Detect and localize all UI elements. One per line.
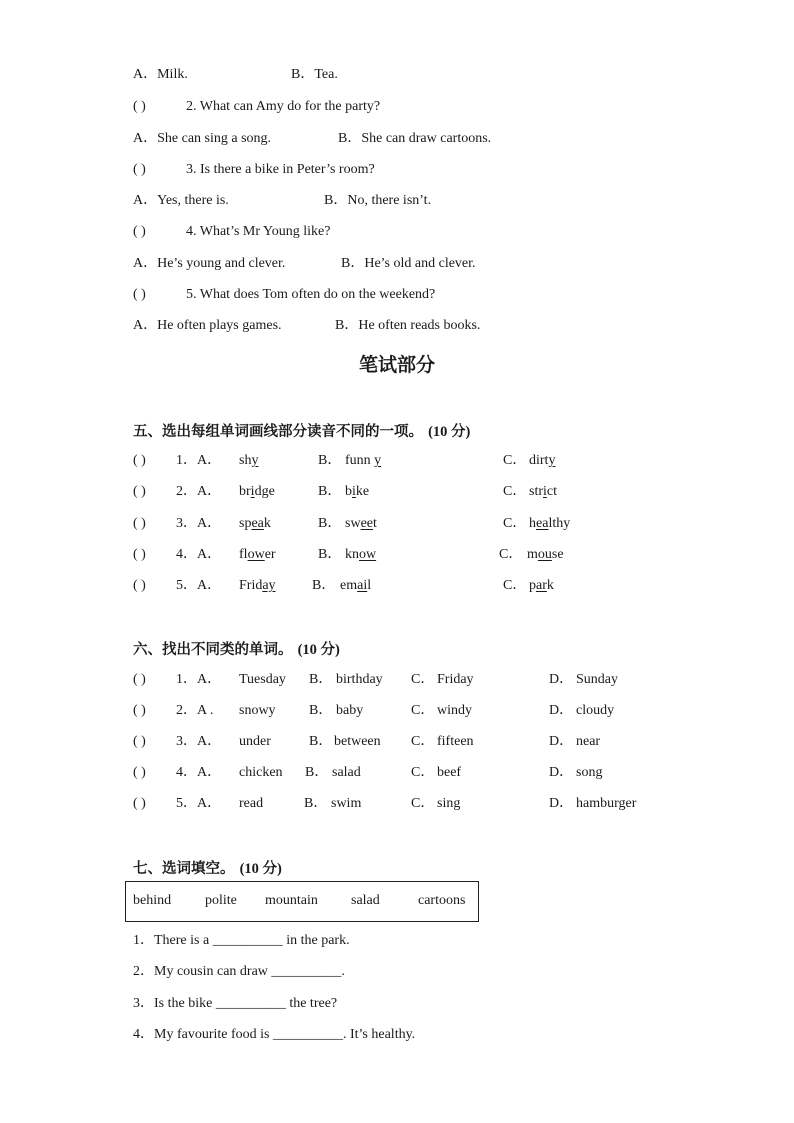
answer-paren: ( ) (133, 703, 146, 718)
answer-paren: ( ) (133, 796, 146, 811)
word-part: m (527, 547, 538, 562)
option-a: A．Milk. (133, 67, 188, 82)
option-word: windy (437, 703, 472, 718)
underlined-letters: i (352, 484, 356, 499)
option-label: D． (549, 734, 574, 749)
option-word: Tuesday (239, 672, 286, 687)
underlined-letters: y (548, 453, 556, 468)
option-word: Friday (437, 672, 474, 687)
option-word (340, 575, 371, 597)
section-points: (10 分) (428, 424, 471, 440)
option-b: B．Tea. (291, 67, 338, 82)
word-part: ct (546, 484, 557, 499)
option-word (239, 481, 275, 503)
option-word: hamburger (576, 796, 637, 811)
option-label: C． (503, 578, 527, 593)
option-word: Sunday (576, 672, 618, 687)
option-label: C． (411, 672, 435, 687)
word-part: dge (254, 484, 275, 499)
option-label: C． (411, 703, 435, 718)
option-label: C． (503, 453, 527, 468)
word-part: p (529, 578, 536, 593)
answer-blank[interactable]: __________ (212, 933, 283, 948)
word-part: lthy (548, 516, 571, 531)
sentence (133, 993, 337, 1015)
answer-paren: ( ) (133, 99, 146, 114)
sentence-text: in the park. (282, 933, 350, 948)
option-word: beef (437, 765, 462, 780)
underlined-letters: ee (360, 516, 373, 531)
option-label: D． (549, 703, 574, 718)
question-text: 2. What can Amy do for the party? (186, 99, 381, 114)
answer-paren: ( ) (133, 287, 146, 302)
word-part: ke (355, 484, 370, 499)
answer-paren: ( ) (133, 734, 146, 749)
underlined-letters: y (374, 453, 382, 468)
option-word (529, 481, 557, 503)
underlined-letters: ou (537, 547, 552, 562)
answer-paren: ( ) (133, 765, 146, 780)
option-word: between (334, 734, 381, 749)
item-number: 2． (133, 964, 154, 979)
option-label: C． (499, 547, 523, 562)
word-part: kn (345, 547, 359, 562)
section-title: 七、选词填空。 (133, 861, 235, 877)
word-part: se (551, 547, 564, 562)
sentence (133, 1024, 415, 1046)
word-part: em (340, 578, 358, 593)
option-b: B．She can draw cartoons. (338, 131, 492, 146)
sentence-text: My favourite food is (154, 1027, 273, 1042)
word-part: h (529, 516, 536, 531)
answer-paren: ( ) (133, 484, 146, 499)
word-part: dirt (529, 453, 549, 468)
word-bank-word: polite (205, 893, 237, 908)
option-a: A．She can sing a song. (133, 131, 272, 146)
option-b: B．He’s old and clever. (341, 256, 476, 271)
option-word (527, 544, 564, 566)
option-b: B．He often reads books. (335, 318, 481, 333)
word-bank-word: mountain (265, 893, 318, 908)
option-label: B． (309, 703, 333, 718)
question-text: 3. Is there a bike in Peter’s room? (186, 162, 375, 177)
option-word: salad (332, 765, 361, 780)
word-bank-word: salad (351, 893, 380, 908)
option-word (239, 513, 271, 535)
option-word (345, 513, 377, 535)
item-number: 4． (133, 1027, 154, 1042)
item-number: 5．A． (176, 578, 222, 593)
option-label: B． (318, 484, 342, 499)
option-word: cloudy (576, 703, 615, 718)
option-word: under (239, 734, 271, 749)
question-text: 4. What’s Mr Young like? (186, 224, 331, 239)
item-number: 3．A． (176, 734, 222, 749)
word-part: k (263, 516, 271, 531)
option-label: C． (411, 765, 435, 780)
option-label: C． (411, 796, 435, 811)
option-word: read (239, 796, 264, 811)
sentence-text: the tree? (285, 996, 338, 1011)
answer-paren: ( ) (133, 578, 146, 593)
item-number: 2．A . (176, 703, 214, 718)
underlined-letters: i (543, 484, 547, 499)
word-bank-word: behind (133, 893, 172, 908)
option-word: sing (437, 796, 461, 811)
item-number: 5．A． (176, 796, 222, 811)
option-label: C． (503, 484, 527, 499)
word-part: sh (239, 453, 252, 468)
sentence-text: My cousin can draw (154, 964, 272, 979)
sentence-text: There is a (154, 933, 213, 948)
option-label: D． (549, 765, 574, 780)
section-6-heading (133, 638, 340, 659)
item-number: 4．A． (176, 765, 222, 780)
sentence-text: Is the bike (154, 996, 216, 1011)
word-part: fl (239, 547, 248, 562)
underlined-letters: ay (262, 578, 276, 593)
option-word (529, 450, 555, 472)
option-a: A．He’s young and clever. (133, 256, 286, 271)
item-number: 1．A． (176, 672, 222, 687)
option-label: D． (549, 796, 574, 811)
item-number: 1． (133, 933, 154, 948)
option-word: chicken (239, 765, 283, 780)
word-bank-word: cartoons (418, 893, 466, 908)
option-label: B． (305, 765, 329, 780)
section-title: 六、找出不同类的单词。 (133, 642, 293, 658)
option-word: snowy (239, 703, 276, 718)
question-text: 5. What does Tom often do on the weekend? (186, 287, 436, 302)
underlined-letters: ea (251, 516, 264, 531)
sentence (133, 961, 345, 983)
sentence-text: . (341, 964, 345, 979)
option-label: B． (318, 547, 342, 562)
sentence (133, 930, 350, 952)
option-word: baby (336, 703, 364, 718)
answer-blank[interactable]: __________ (215, 996, 286, 1011)
option-word (345, 544, 376, 566)
underlined-letters: ai (357, 578, 368, 593)
option-b: B．No, there isn’t. (324, 193, 432, 208)
section-title: 五、选出每组单词画线部分读音不同的一项。 (133, 424, 423, 440)
answer-paren: ( ) (133, 453, 146, 468)
underlined-letters: ea (536, 516, 549, 531)
option-word (239, 575, 276, 597)
option-label: B． (309, 672, 333, 687)
word-part: sw (345, 516, 361, 531)
option-label: B． (309, 734, 333, 749)
section-points: (10 分) (297, 642, 340, 658)
item-number: 2．A． (176, 484, 222, 499)
answer-paren: ( ) (133, 516, 146, 531)
option-word: near (576, 734, 601, 749)
word-part: str (529, 484, 543, 499)
item-number: 3．A． (176, 516, 222, 531)
word-part: br (239, 484, 251, 499)
word-part: funn (345, 453, 375, 468)
option-label: B． (312, 578, 336, 593)
option-a: A．He often plays games. (133, 318, 282, 333)
answer-paren: ( ) (133, 224, 146, 239)
answer-paren: ( ) (133, 162, 146, 177)
word-part: k (546, 578, 554, 593)
item-number: 4．A． (176, 547, 222, 562)
item-number: 3． (133, 996, 154, 1011)
option-word (239, 544, 276, 566)
section-5-heading (133, 420, 470, 441)
option-word (529, 513, 570, 535)
answer-blank[interactable]: __________ (271, 964, 342, 979)
option-word: swim (331, 796, 362, 811)
answer-blank[interactable]: __________ (272, 1027, 343, 1042)
option-label: B． (318, 453, 342, 468)
word-part: Frid (239, 578, 263, 593)
option-word (239, 450, 258, 472)
word-part: b (345, 484, 352, 499)
section-7-heading (133, 857, 282, 878)
option-label: C． (411, 734, 435, 749)
word-part: er (264, 547, 276, 562)
option-label: D． (549, 672, 574, 687)
underlined-letters: ar (536, 578, 547, 593)
answer-paren: ( ) (133, 547, 146, 562)
word-part: sp (239, 516, 252, 531)
item-number: 1．A． (176, 453, 222, 468)
word-bank (125, 881, 479, 922)
section-points: (10 分) (239, 861, 282, 877)
option-word: song (576, 765, 603, 780)
underlined-letters: ow (247, 547, 265, 562)
option-word: fifteen (437, 734, 474, 749)
option-word: birthday (336, 672, 383, 687)
option-label: B． (318, 516, 342, 531)
option-a: A．Yes, there is. (133, 193, 229, 208)
underlined-letters: y (251, 453, 259, 468)
sentence-text: . It’s healthy. (342, 1027, 416, 1042)
option-label: C． (503, 516, 527, 531)
option-word (345, 481, 369, 503)
written-part-title: 笔试部分 (358, 354, 435, 376)
underlined-letters: ow (359, 547, 377, 562)
option-word (345, 450, 381, 472)
word-part: l (367, 578, 372, 593)
option-word (529, 575, 554, 597)
answer-paren: ( ) (133, 672, 146, 687)
word-part: t (373, 516, 377, 531)
underlined-letters: i (250, 484, 255, 499)
option-label: B． (304, 796, 328, 811)
